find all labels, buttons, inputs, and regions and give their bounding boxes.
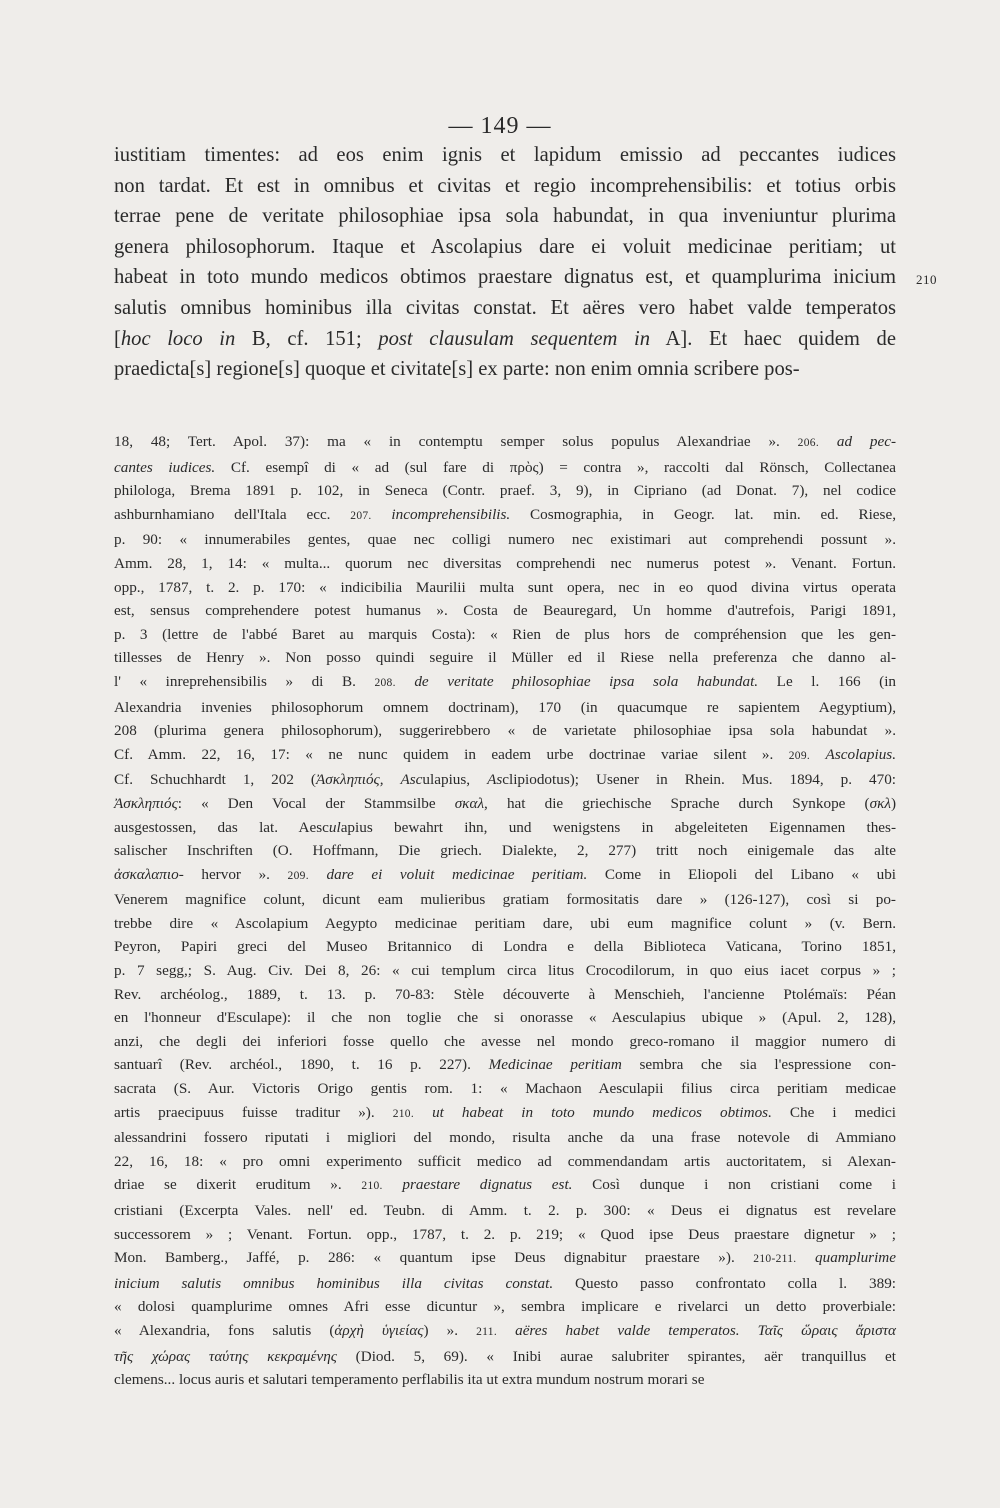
text-run [414, 1104, 432, 1121]
text-run: « dolosi quamplurime omnes Afri esse dicuntur », sembra implicare e rivelarci un detto proverbiale: [114, 1298, 896, 1316]
footnote-line [114, 768, 896, 792]
italic-text: aëres habet valde temperatos. Ταῖς ὥραις ἄριστα [515, 1321, 897, 1339]
footnote-line [114, 1368, 896, 1392]
italic-text: ut habeat in toto mundo medicos obtimos. [432, 1103, 772, 1121]
footnote-line [114, 430, 896, 456]
main-text-line [114, 232, 896, 263]
text-run [497, 1322, 515, 1339]
footnote-line [114, 959, 896, 983]
note-number: 208. [374, 676, 396, 689]
text-run: p. 90: « innumerabiles gentes, quae nec colligi numero nec existimari aut comprehendi possunt ». [114, 531, 896, 549]
text-run: salischer Inschriften (O. Hoffmann, Die griech. Dialekte, 2, 277) tritt noch einigemale das alte [114, 842, 896, 860]
text-run: ausgestossen, das lat. Aesc [114, 818, 329, 836]
text-run: trebbe dire « Ascolapium Aegypto medicinae peritiam dare, ubi eum magnifice colunt » (v. Bern. [114, 914, 896, 932]
text-run: sembra che sia l'espressione con- [621, 1056, 897, 1074]
footnote-line [114, 1223, 896, 1247]
italic-text: σκλ [869, 794, 891, 812]
note-number: 209. [287, 869, 309, 882]
text-run: clipiodotus); Usener in Rhein. Mus. 1894, p. 470: [502, 771, 897, 789]
text-run: terrae pene de veritate philosophiae ipsa sola habundat, in qua inveniuntur plurima [114, 205, 896, 228]
text-run [309, 866, 327, 883]
text-run [796, 1249, 815, 1266]
footnote-line [114, 479, 896, 503]
text-run: Mon. Bamberg., Jaffé, p. 286: « quantum ipse Deus dignabitur praestare »). [114, 1249, 754, 1267]
text-run: est, sensus comprehendere potest humanus ». Costa de Beauregard, Un homme d'autrefois, Parigi 1891, [114, 602, 896, 620]
footnote-line [114, 1295, 896, 1319]
italic-text: dare ei voluit medicinae peritiam. [326, 865, 588, 883]
italic-text: ad pec- [836, 433, 897, 450]
note-number: 209. [788, 749, 811, 762]
note-number: 206. [797, 437, 819, 449]
text-run: A]. Et haec quidem de [650, 327, 896, 350]
text-run: (Diod. 5, 69). « Inibi aurae salubriter spirantes, aër tranquillus et [336, 1347, 896, 1365]
page-number: — 149 — [448, 113, 552, 139]
text-run: Così dunque i non cristiani come i [572, 1176, 896, 1194]
italic-text: incomprehensibilis. [391, 505, 511, 523]
text-run: l' « inreprehensibilis » di B. [114, 672, 375, 690]
footnote-line [114, 576, 896, 600]
footnote-line [114, 528, 896, 552]
text-run: , hat die griechische Sprache durch Synkope ( [484, 794, 870, 812]
text-run: praedicta[s] regione[s] quoque et civitate[s] ex parte: non enim omnia scribere pos- [114, 358, 800, 381]
italic-text: praestare dignatus est. [402, 1176, 573, 1194]
footnote-line [114, 1150, 896, 1174]
italic-text: hoc loco in [120, 327, 236, 350]
italic-text: quamplurime [815, 1249, 897, 1267]
footnote-line [114, 696, 896, 720]
text-run: tillesses de Henry ». Non posso quindi seguire il Müller ed il Riese nella preferenza che danno al- [114, 649, 896, 667]
footnote-line [114, 1030, 896, 1054]
text-run: : « Den Vocal der Stammsilbe [177, 794, 455, 812]
text-run: anzi, che degli dei inferiori fosse quello che avesse nel mondo greco-romano il maggior numero di [114, 1032, 896, 1050]
footnote-line [114, 863, 896, 889]
text-run: p. 7 segg,; S. Aug. Civ. Dei 8, 26: « cui templum circa litus Crocodilorum, in quo eius iacet corpus » ; [114, 962, 896, 980]
italic-text: Ascolapius. [825, 745, 896, 763]
note-number: 210-211. [753, 1253, 797, 1266]
text-run: alessandrini fossero riputati i migliori del mondo, risulta anche da una frase notevole di Ammiano [114, 1129, 896, 1147]
text-run: genera philosophorum. Itaque et Ascolapius dare ei voluit medicinae peritiam; ut [114, 235, 896, 258]
text-run: Alexandria invenies philosophorum omnem doctrinam), 170 (in quacumque re sapientem Aegyptium), [114, 698, 896, 716]
text-run: ulapius, [422, 771, 488, 789]
text-run [819, 433, 837, 450]
footnote-line [114, 646, 896, 670]
italic-text: inicium salutis omnibus hominibus illa civitas constat. [114, 1274, 554, 1292]
footnote-line [114, 888, 896, 912]
text-run: en l'honneur d'Esculape): il che non toglie che si onorasse « Aesculapius ubique » (Apul. 2, 128), [114, 1009, 896, 1027]
text-run: Amm. 28, 1, 14: « multa... quorum nec diversitas comprehendi nec numerus potest ». Venant. Fortun. [114, 554, 896, 572]
note-number: 211. [476, 1325, 497, 1338]
main-text-line [114, 140, 896, 171]
text-run: ) [890, 794, 896, 812]
text-run: hervor ». [183, 865, 288, 883]
footnote-line [114, 1077, 896, 1101]
text-run [810, 746, 825, 763]
footnote-line [114, 792, 896, 816]
text-run: sacrata (S. Aur. Victoris Origo gentis rom. 1: « Machaon Aesculapii filius circa peritiam medicae [114, 1080, 896, 1098]
italic-text: Ἀσκληπιός, Asc [315, 771, 423, 789]
footnote-line [114, 1319, 896, 1345]
text-run: apius bewahrt ihn, und wenigstens in abgeleiteten Eigennamen thes- [340, 818, 897, 836]
margin-line-number: 210 [916, 272, 937, 287]
footnote-line [114, 719, 896, 743]
text-run: Come in Eliopoli del Libano « ubi [587, 865, 897, 883]
text-run: driae se dixerit eruditum ». [114, 1176, 362, 1194]
text-run: non tardat. Et est in omnibus et civitas et regio incomprehensibilis: et totius orbis [114, 174, 896, 197]
text-run: philologa, Brema 1891 p. 102, in Seneca (Contr. praef. 3, 9), in Cipriano (ad Donat. 7), nel codice [114, 482, 896, 500]
text-run: successorem » ; Venant. Fortun. opp., 1787, t. 2. p. 219; « Quod ipse Deus praestare dignetur » ; [114, 1225, 896, 1243]
text-run: Cosmographia, in Geogr. lat. min. ed. Riese, [510, 505, 896, 523]
italic-text: σκαλ [454, 794, 485, 812]
text-run: Questo passo confrontato colla l. 389: [553, 1274, 897, 1292]
text-run: [ [114, 327, 121, 350]
text-run: habeat in toto mundo medicos obtimos praestare dignatus est, et quamplurima inicium [114, 266, 896, 289]
footnote-line [114, 503, 896, 529]
text-run: Peyron, Papiri greci del Museo Britannico di Londra e della Biblioteca Vaticana, Torino 1851, [114, 938, 896, 956]
footnote-line [114, 623, 896, 647]
text-run: B, cf. 151; [235, 327, 379, 350]
text-run: ) ». [423, 1321, 477, 1339]
footnote-line [114, 816, 896, 840]
text-run: p. 3 (lettre de l'abbé Baret au marquis Costa): « Rien de plus hors de compréhension que les gen- [114, 625, 896, 643]
text-run: Che i medici [771, 1103, 897, 1121]
text-run: Cf. Schuchhardt 1, 202 ( [114, 771, 316, 789]
text-run [383, 1176, 403, 1193]
text-run: artis praecipuus fuisse traditur »). [114, 1103, 393, 1121]
text-run: Cf. esempî di « ad (sul fare di πρὸς) = contra », raccolti dal Rönsch, Collectanea [215, 458, 896, 476]
text-run: opp., 1787, t. 2. p. 170: « indicibilia Maurilii multa sunt opera, nec in eo quod divina virtus operata [114, 578, 896, 596]
main-text-line [114, 262, 896, 293]
note-number: 210. [392, 1107, 415, 1120]
text-run: clemens... locus auris et salutari temperamento perflabilis ita ut extra mundum nostrum morari se [114, 1371, 705, 1389]
text-run: Venerem magnifice colunt, dicunt eam mulieribus gratiam formositatis dare » (126-127), così si po- [114, 891, 896, 909]
footnote-line [114, 839, 896, 863]
footnote-line [114, 1126, 896, 1150]
footnote-line [114, 1101, 896, 1127]
text-run: 22, 16, 18: « pro omni experimento sufficit medico ad commendandam artis auctoritatem, si Alexan- [114, 1152, 896, 1170]
footnote-line [114, 1246, 896, 1272]
text-run: « Alexandria, fons salutis ( [114, 1321, 335, 1339]
main-text-line [114, 354, 896, 385]
italic-text: cantes iudices. [114, 458, 216, 476]
italic-text: τῆς χώρας ταύτης κεκραμένης [114, 1347, 337, 1365]
main-text-line [114, 293, 896, 324]
footnotes [114, 430, 896, 1392]
footnote-line [114, 1053, 896, 1077]
note-number: 207. [350, 509, 372, 522]
footnote-line [114, 935, 896, 959]
italic-text: ἀρχὴ ὑγιείας [334, 1321, 424, 1339]
italic-text: ul [328, 818, 341, 836]
main-text-line [114, 324, 896, 355]
italic-text: Medicinae peritiam [488, 1056, 622, 1074]
footnote-line [114, 1345, 896, 1369]
italic-text: As [487, 771, 503, 789]
footnote-line [114, 1199, 896, 1223]
text-run: 18, 48; Tert. Apol. 37): ma « in contemptu semper solus populus Alexandriae ». [114, 433, 798, 450]
footnote-line [114, 670, 896, 696]
text-run: iustitiam timentes: ad eos enim ignis et lapidum emissio ad peccantes iudices [114, 144, 896, 166]
text-run: salutis omnibus hominibus illa civitas constat. Et aëres vero habet valde temperatos [114, 296, 896, 319]
text-run: 208 (plurima genera philosophorum), suggerirebbero « de varietate philosophiae ipsa sola habundat ». [114, 722, 896, 740]
italic-text: Ἀσκληπιός [114, 794, 178, 812]
text-run [396, 673, 415, 690]
footnote-line [114, 552, 896, 576]
text-run [372, 506, 392, 523]
text-run: Rev. archéolog., 1889, t. 13. p. 70-83: Stèle découverte à Menschieh, l'ancienne Ptolémaïs: Péan [114, 985, 896, 1003]
footnote-line [114, 599, 896, 623]
text-run: Cf. Amm. 22, 16, 17: « ne nunc quidem in eadem urbe doctrinae variae silent ». [114, 745, 789, 763]
main-text-line [114, 171, 896, 202]
text-run: santuarî (Rev. archéol., 1890, t. 16 p. 227). [114, 1056, 489, 1074]
footnote-line [114, 1272, 896, 1296]
footnote-line [114, 912, 896, 936]
text-run: Le l. 166 (in [758, 672, 897, 690]
main-text-line [114, 201, 896, 232]
text-run: ashburnhamiano dell'Itala ecc. [114, 505, 351, 523]
footnote-line [114, 1006, 896, 1030]
footnote-line [114, 456, 896, 480]
italic-text: de veritate philosophiae ipsa sola habundat. [414, 672, 759, 690]
footnote-line [114, 983, 896, 1007]
text-run: cristiani (Excerpta Vales. nell' ed. Teubn. di Amm. t. 2. p. 300: « Deus ei dignatus est revelare [114, 1202, 896, 1219]
italic-text: post clausulam sequentem in [378, 327, 651, 350]
note-number: 210. [361, 1180, 383, 1193]
footnote-line [114, 743, 896, 769]
italic-text: ἀσκαλαπιο- [114, 865, 184, 883]
main-text [114, 140, 896, 385]
footnote-line [114, 1173, 896, 1199]
